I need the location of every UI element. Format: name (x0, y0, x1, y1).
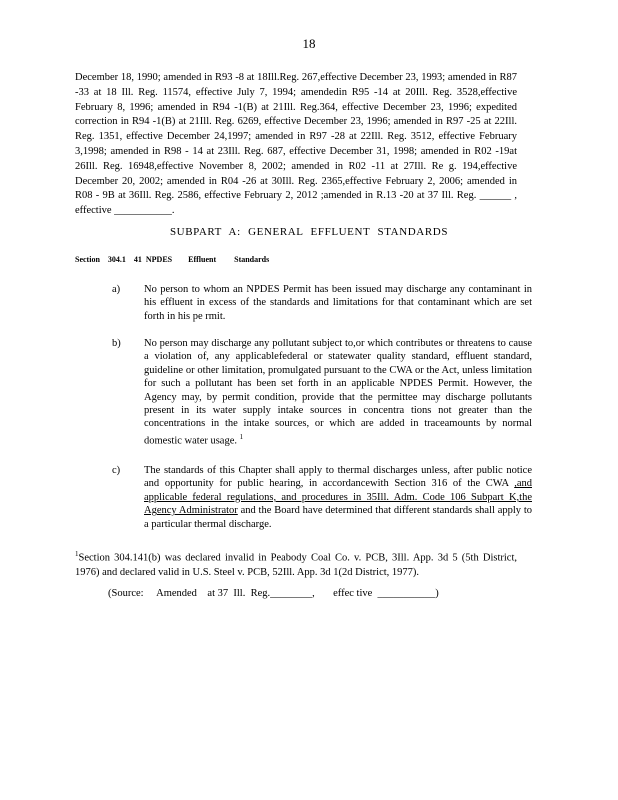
item-text (144, 337, 532, 448)
item-label: c) (112, 465, 121, 476)
item-body-end: and the Board have determined that different standards shall apply to a particular thermal discharge. (144, 505, 533, 530)
item-body: No person may discharge any pollutant subject to,or which contributes or threatens to cause a violation of, any applicablefederal or statewater quality standard, effluent standard, guideline or other limitation, promulgated pursuant to the CWA or the Act, unless limitation for such a pollutant has been set forth in an applicable NPDES Permit. However, the Agency may, by permit condition, provide that the permittee may discharge pollutants present in its water supply intake sources in concentra tions not greater than the concentrations in the intake sources, or which are added in traceamounts by normal domestic water usage. (144, 338, 532, 447)
footnote (75, 547, 517, 581)
section-heading: Section 304.1 41 NPDES Effluent Standards (75, 255, 270, 264)
item-c (112, 464, 532, 531)
footnote-number: 1 (75, 550, 79, 558)
source-note: (Source: Amended at 37 Ill. Reg.________, effec tive ___________) (108, 588, 439, 599)
subpart-title: SUBPART A: GENERAL EFFLUENT STANDARDS (169, 226, 449, 238)
item-text: No person to whom an NPDES Permit has been issued may discharge any contaminant in his effluent in excess of the standards and limitations for that contaminant which are set forth in his pe rmit. (144, 284, 532, 322)
item-label: b) (112, 338, 121, 349)
item-b (112, 337, 532, 448)
item-text (144, 464, 532, 531)
page-number: 18 (302, 36, 316, 51)
footnote-text: Section 304.141(b) was declared invalid in Peabody Coal Co. v. PCB, 3Ill. App. 3d 5 (5th District, 1976) and declared valid in U.S. Steel v. PCB, 52Ill. App. 3d 1(2d District, 1977). (75, 552, 517, 578)
inserted-text: ,and applicable federal regulations, and procedures in 35Ill. Adm. Code 106 Subpart K,the Agency Administrator (144, 478, 532, 517)
item-body-start: The standards of this Chapter shall apply to thermal discharges unless, after public notice and opportunity for public hearing, in accordancewith Section 316 of the CWA (144, 465, 532, 490)
item-a (112, 283, 532, 323)
item-label: a) (112, 284, 121, 295)
history-paragraph: December 18, 1990; amended in R93 -8 at 18Ill.Reg. 267,effective December 23, 1993; amended in R87 -33 at 18 Ill. Reg. 11574, effective July 7, 1994; amendedin R95 -14 at 20Ill. Reg. 3528,effective February 8, 1996; amended in R94 -1(B) at 21Ill. Reg.364, effective December 23, 1996; expedited correction in R94 -1(B) at 21Ill. Reg. 6269, effective December 23, 1996; amended in R97 -25 at 22Ill. Reg. 1351, effective December 24,1997; amended in R97 -28 at 22Ill. Reg. 3512, effective February 3,1998; amended in R98 - 14 at 23Ill. Reg. 687, effective December 31, 1998; amended in R02 -19at 26Ill. Reg. 16948,effective November 8, 2002; amended in R02 -11 at 27Ill. Re g. 194,effective December 20, 2002; amended in R04 -26 at 30Ill. Reg. 2365,effective February 2, 2006; amended in R08 - 9B at 36Ill. Reg. 2586, effective February 2, 2012 ;amended in R.13 -20 at 37 Ill. Reg. ______ , effective ___________. (75, 72, 517, 217)
footnote-mark: 1 (239, 432, 244, 441)
